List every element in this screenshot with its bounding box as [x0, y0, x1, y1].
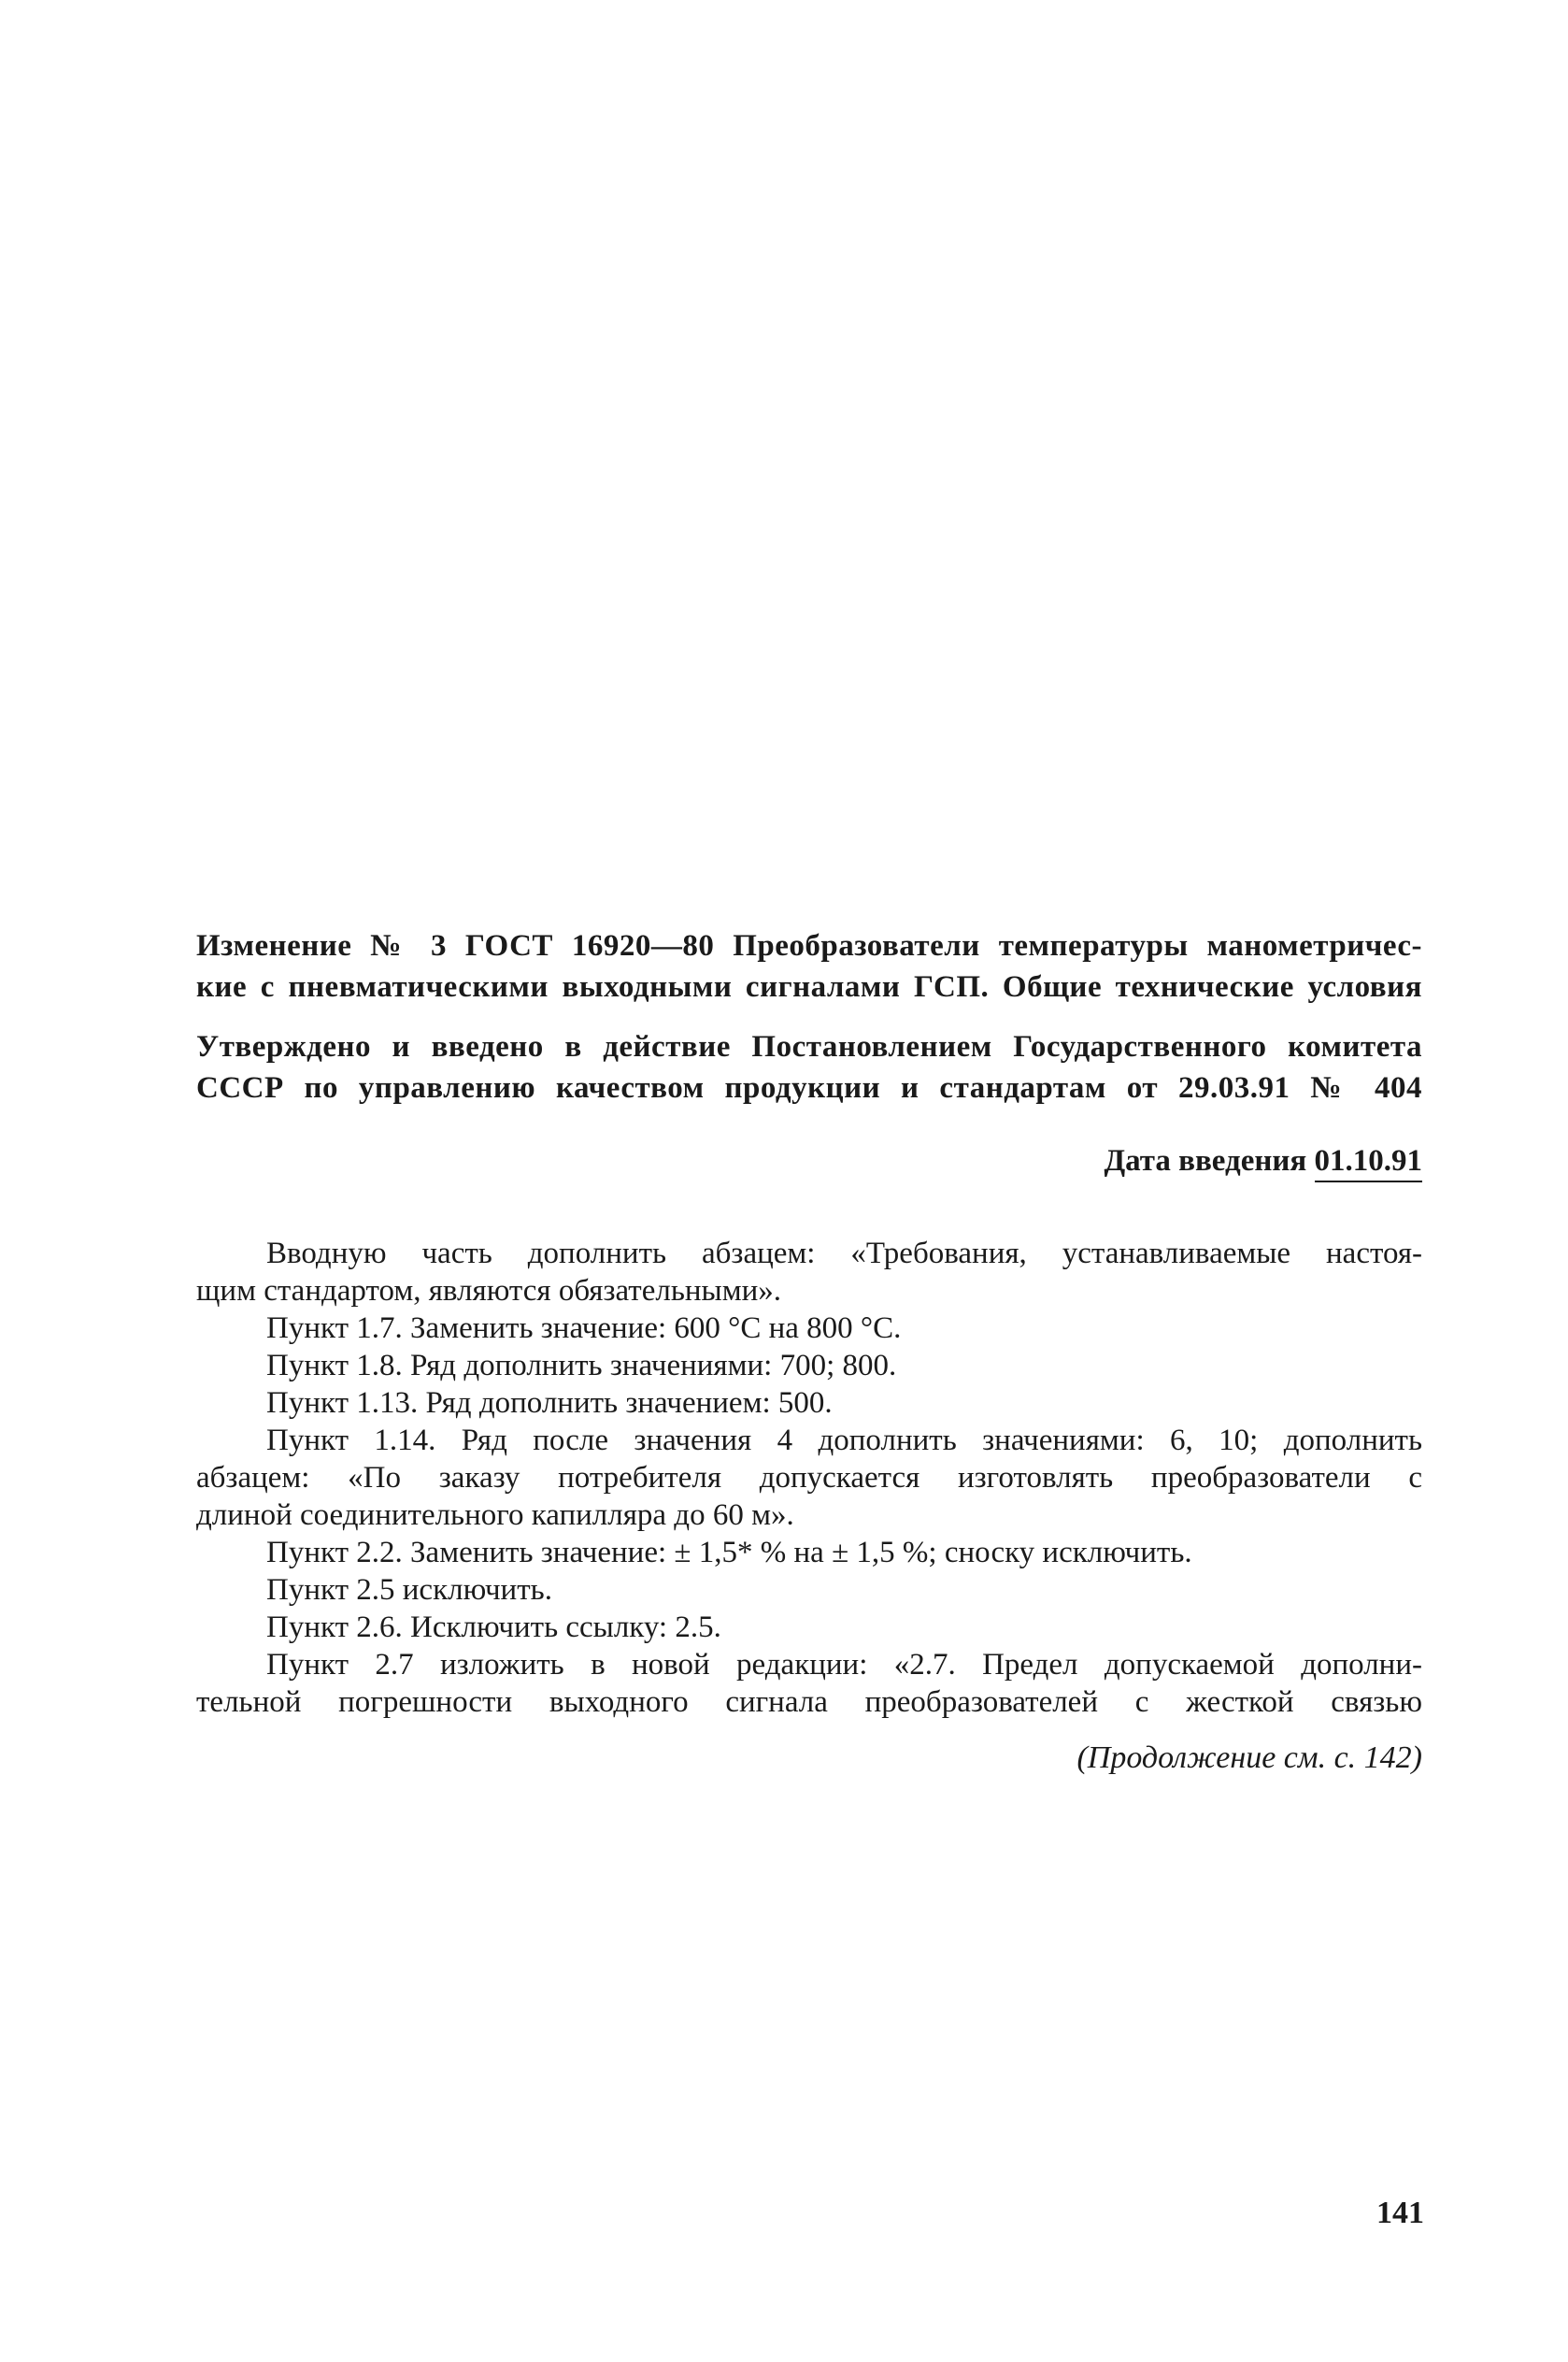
introduction-date	[196, 1140, 1422, 1182]
paragraph-line: абзацем: «По заказу потребителя допускается изготовлять преобразователи с	[196, 1461, 1422, 1495]
approval-statement	[196, 1026, 1422, 1109]
amendment-paragraph	[196, 1384, 1422, 1422]
paragraph-line: тельной погрешности выходного сигнала преобразователей с жесткой связью	[196, 1685, 1422, 1719]
amendment-body	[196, 1235, 1422, 1721]
paragraph-line: Пункт 1.8. Ряд дополнить значениями: 700; 800.	[266, 1349, 897, 1382]
amendment-title-line: Изменение № 3 ГОСТ 16920—80 Преобразователи температуры манометричес-	[196, 929, 1422, 963]
paragraph-line: Пункт 2.2. Заменить значение: ± 1,5* % на ± 1,5 %; сноску исключить.	[266, 1536, 1192, 1569]
paragraph-line: Пункт 2.5 исключить.	[266, 1573, 552, 1607]
amendment-paragraph	[196, 1310, 1422, 1347]
amendment-paragraph	[196, 1534, 1422, 1571]
paragraph-line: Пункт 2.7 изложить в новой редакции: «2.7. Предел допускаемой дополни-	[266, 1648, 1422, 1682]
approval-line: СССР по управлению качеством продукции и стандартам от 29.03.91 № 404	[196, 1071, 1422, 1105]
amendment-paragraph	[196, 1235, 1422, 1310]
amendment-title	[196, 925, 1422, 1008]
introduction-date-value: 01.10.91	[1315, 1143, 1423, 1182]
amendment-paragraph	[196, 1347, 1422, 1384]
paragraph-line: щим стандартом, являются обязательными».	[196, 1274, 782, 1308]
amendment-paragraph	[196, 1422, 1422, 1534]
approval-line: Утверждено и введено в действие Постановлением Государственного комитета	[196, 1030, 1422, 1064]
amendment-title-line: кие с пневматическими выходными сигналами ГСП. Общие технические условия	[196, 970, 1422, 1004]
introduction-date-label: Дата введения	[1104, 1144, 1307, 1178]
amendment-paragraph	[196, 1571, 1422, 1609]
paragraph-line: Вводную часть дополнить абзацем: «Требования, устанавливаемые настоя-	[266, 1237, 1422, 1270]
amendment-paragraph	[196, 1646, 1422, 1721]
paragraph-line: Пункт 1.14. Ряд после значения 4 дополнить значениями: 6, 10; дополнить	[266, 1424, 1422, 1457]
document-page	[196, 925, 1422, 1779]
paragraph-line: Пункт 1.13. Ряд дополнить значением: 500.	[266, 1386, 833, 1420]
page-number: 141	[1376, 2196, 1424, 2230]
amendment-paragraph	[196, 1609, 1422, 1646]
continuation-note: (Продолжение см. с. 142)	[1076, 1740, 1422, 1775]
paragraph-line: Пункт 1.7. Заменить значение: 600 °С на 800 °С.	[266, 1311, 902, 1345]
paragraph-line: Пункт 2.6. Исключить ссылку: 2.5.	[266, 1610, 721, 1644]
paragraph-line: длиной соединительного капилляра до 60 м».	[196, 1498, 794, 1532]
